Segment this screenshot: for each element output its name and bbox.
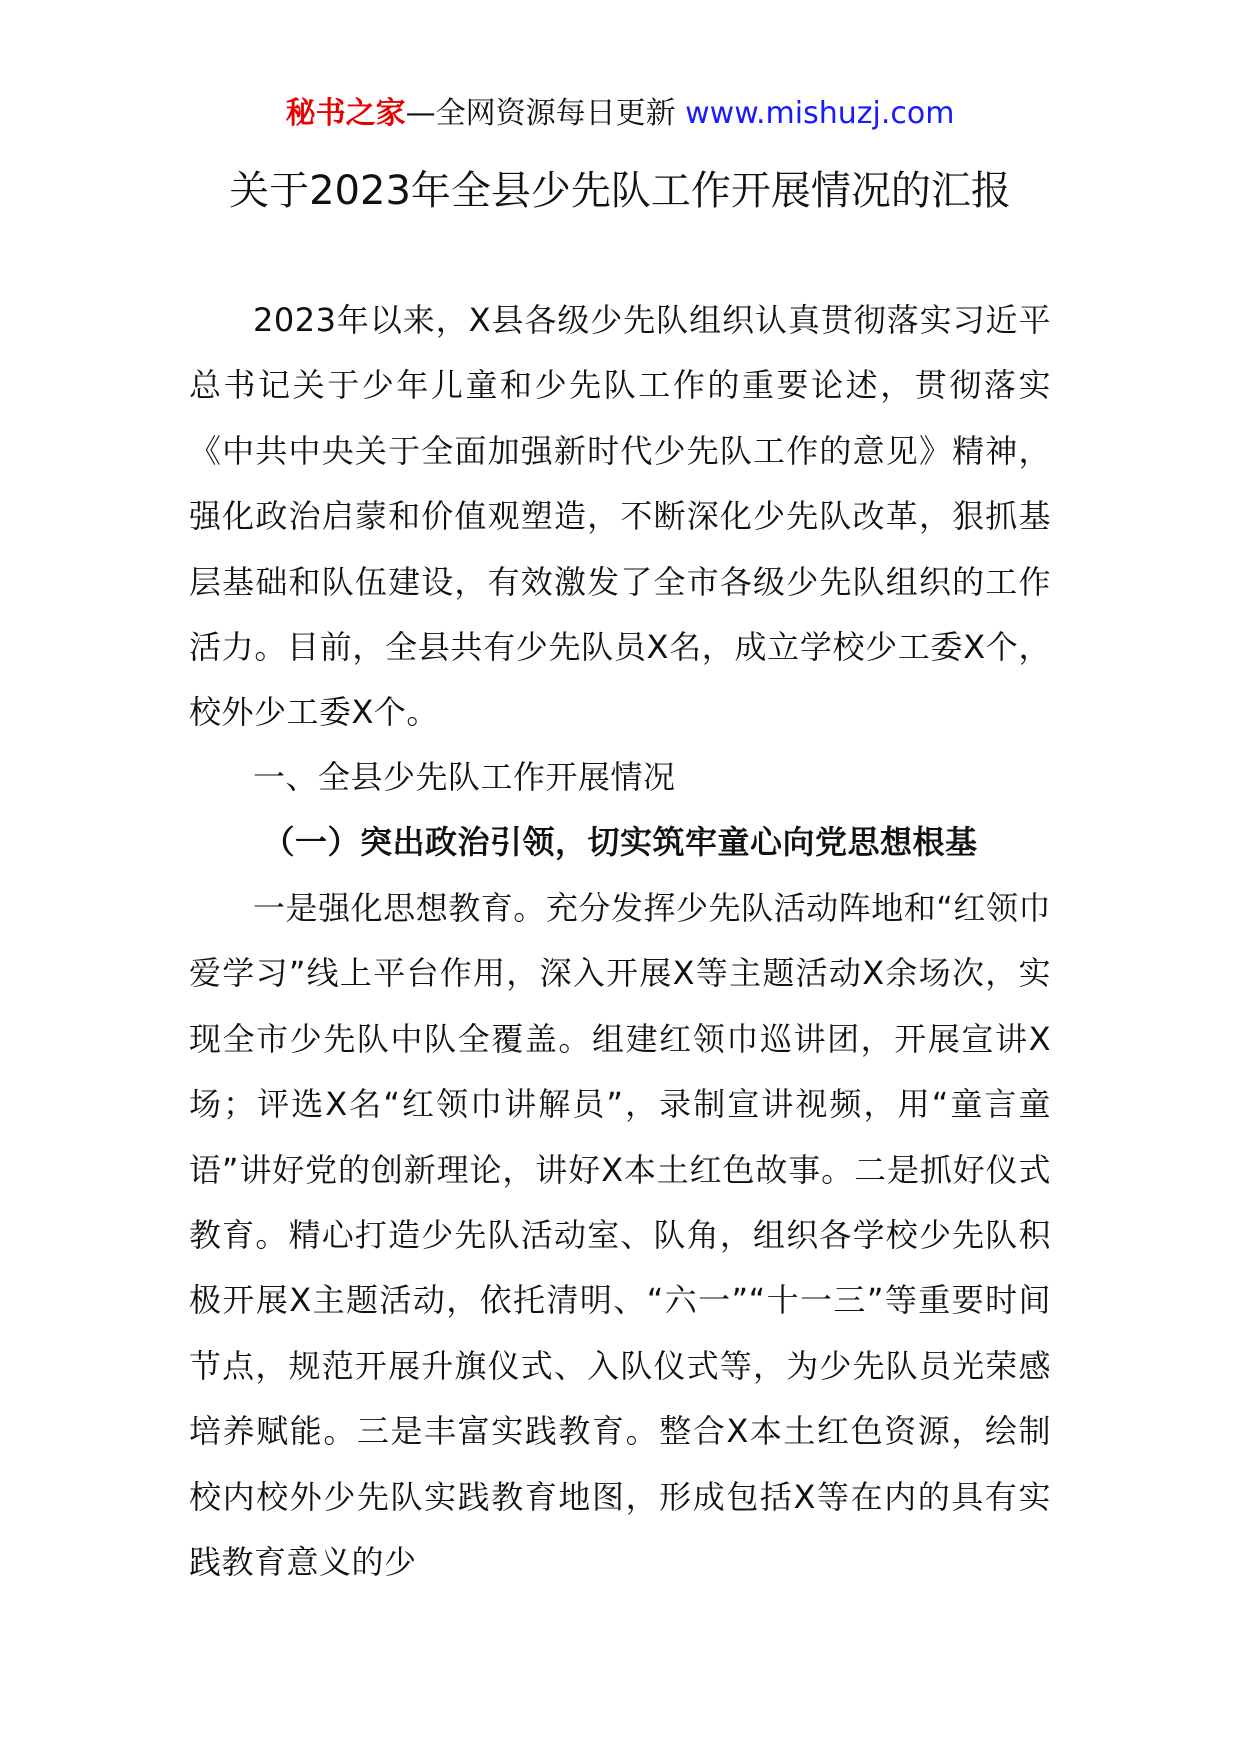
section-heading: 一、全县少先队工作开展情况	[253, 758, 676, 796]
site-url-link[interactable]: www.mishuzj.com	[685, 96, 955, 131]
site-header	[0, 94, 1240, 134]
document-title: 关于2023年全县少先队工作开展情况的汇报	[229, 168, 1011, 214]
site-tagline: —全网资源每日更新	[405, 96, 686, 131]
subsection-paragraph: 一是强化思想教育。充分发挥少先队活动阵地和“红领巾爱学习”线上平台作用，深入开展X等主题活动X余场次，实现全市少先队中队全覆盖。组建红领巾巡讲团，开展宣讲X场；评选X名“红领巾讲解员”，录制宣讲视频，用“童言童语”讲好党的创新理论，讲好X本土红色故事。二是抓好仪式教育。精心打造少先队活动室、队角，组织各学校少先队积极开展X主题活动，依托清明、“六一”“十一三”等重要时间节点，规范开展升旗仪式、入队仪式等，为少先队员光荣感培养赋能。三是丰富实践教育。整合X本土红色资源，绘制校内校外少先队实践教育地图，形成包括X等在内的具有实践教育意义的少	[189, 889, 1051, 1582]
brand-name: 秘书之家	[285, 96, 406, 131]
subsection-heading: （一）突出政治引领，切实筑牢童心向党思想根基	[262, 823, 978, 861]
intro-paragraph: 2023年以来，X县各级少先队组织认真贯彻落实习近平总书记关于少年儿童和少先队工作的重要论述，贯彻落实《中共中央关于全面加强新时代少先队工作的意见》精神，强化政治启蒙和价值观塑造，不断深化少先队改革，狠抓基层基础和队伍建设，有效激发了全市各级少先队组织的工作活力。目前，全县共有少先队员X名，成立学校少工委X个，校外少工委X个。	[189, 301, 1051, 732]
